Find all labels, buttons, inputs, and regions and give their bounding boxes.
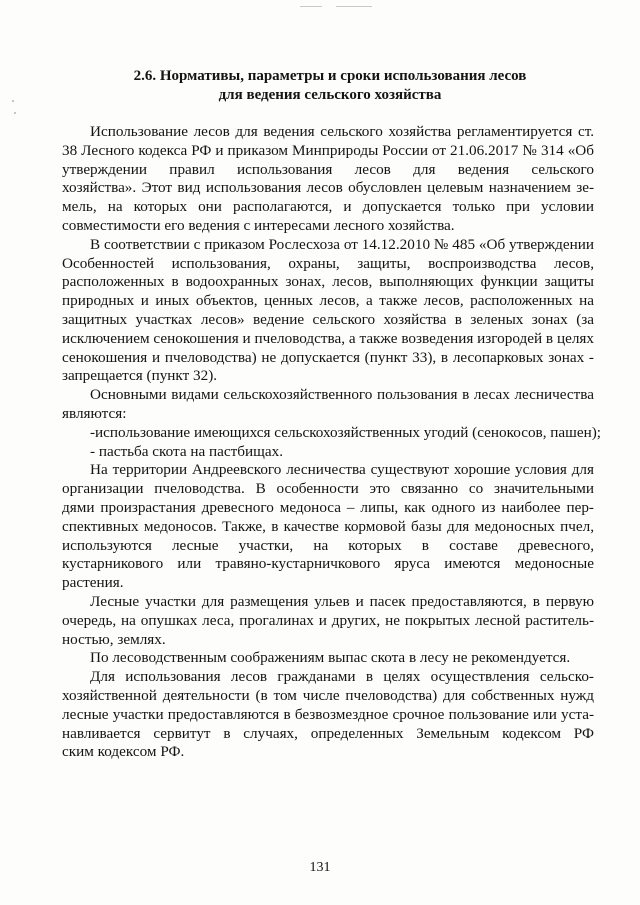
text-line: расположенных в водоохранных зонах, лесов, выполняющих функции защиты — [62, 273, 594, 291]
text-line: кустарникового или травяно-кустарничкового яруса имеются медоносные — [62, 555, 594, 573]
page-number: 131 — [309, 860, 331, 875]
scan-artifact — [336, 6, 372, 7]
text-line: хозяйственной деятельности (в том числе пчеловодства) для собственных нужд — [62, 686, 594, 704]
text-line: природных и иных объектов, ценных лесов, а также лесов, расположенных на — [62, 292, 594, 310]
text-line: Использование лесов для ведения сельского хозяйства регламентируется ст. — [90, 123, 594, 140]
scan-artifact — [14, 112, 16, 114]
text-line: используются лесные участки, на которых в составе древесного, — [62, 536, 594, 554]
text-line: В соответствии с приказом Рослесхоза от 14.12.2010 № 485 «Об утверждении — [90, 235, 594, 253]
text-line: Особенностей использования, охраны, защиты, воспроизводства лесов, — [62, 254, 594, 272]
text-line: ностью, землях. — [62, 630, 166, 648]
text-line: навливается сервитут в случаях, определенных Земельным кодексом РФ — [62, 724, 594, 742]
scan-artifact — [12, 100, 14, 102]
text-line: совместимости его ведения с интересами лесного хозяйства. — [62, 216, 455, 234]
text-line: Для использования лесов гражданами в целях осуществления сельско- — [90, 668, 594, 686]
text-line: спективных медоносов. Также, в качестве кормовой базы для медоносных пчел, — [62, 517, 594, 535]
text-line: исключением сенокошения и пчеловодства, а также возведения изгородей в целях — [62, 329, 594, 347]
section-heading-line-1: 2.6. Нормативы, параметры и сроки использования лесов — [133, 68, 527, 84]
text-line: По лесоводственным соображениям выпас скота в лесу не рекомендуется. — [90, 649, 571, 667]
text-line: растения. — [62, 574, 124, 592]
text-line: сенокошения и пчеловодства) не допускается (пункт 33), в лесопарковых зонах - — [62, 348, 594, 366]
text-line: дями произрастания древесного медоноса – липы, как одного из наиболее пер- — [62, 498, 594, 516]
text-line: организации пчеловодства. В особенности это связанно со значительными — [62, 480, 594, 498]
text-line: Основными видами сельскохозяйственного пользования в лесах лесничества — [90, 386, 594, 404]
text-line: защитных участках лесов» ведение сельского хозяйства в зеленых зонах (за — [62, 310, 594, 328]
text-line: утверждении правил использования лесов для ведения сельского — [62, 160, 594, 178]
text-line: -использование имеющихся сельскохозяйственных угодий (сенокосов, пашен); — [90, 423, 602, 441]
section-heading-line-2: для ведения сельского хозяйства — [218, 87, 442, 103]
text-line: очередь, на опушках леса, прогалинах и других, не покрытых лесной раститель- — [62, 611, 594, 629]
scan-artifact — [300, 6, 322, 7]
document-body — [62, 123, 602, 762]
text-line: лесные участки предоставляются в безвозмездное срочное пользование или уста- — [62, 705, 594, 723]
text-line: хозяйства». Этот вид использования лесов обусловлен целевым назначением зе- — [62, 179, 594, 197]
text-line: ским кодексом РФ. — [62, 743, 185, 761]
text-line: мель, на которых они располагаются, и допускается только при условии — [62, 198, 594, 216]
text-line: На территории Андреевского лесничества существуют хорошие условия для — [90, 461, 594, 479]
text-line: - пастьба скота на пастбищах. — [90, 442, 283, 460]
text-line: 38 Лесного кодекса РФ и приказом Минприроды России от 21.06.2017 № 314 «Об — [62, 141, 594, 159]
text-line: Лесные участки для размещения ульев и пасек предоставляются, в первую — [90, 592, 594, 610]
section-heading — [60, 67, 600, 105]
text-line: запрещается (пункт 32). — [62, 367, 218, 385]
text-line: являются: — [62, 404, 127, 422]
